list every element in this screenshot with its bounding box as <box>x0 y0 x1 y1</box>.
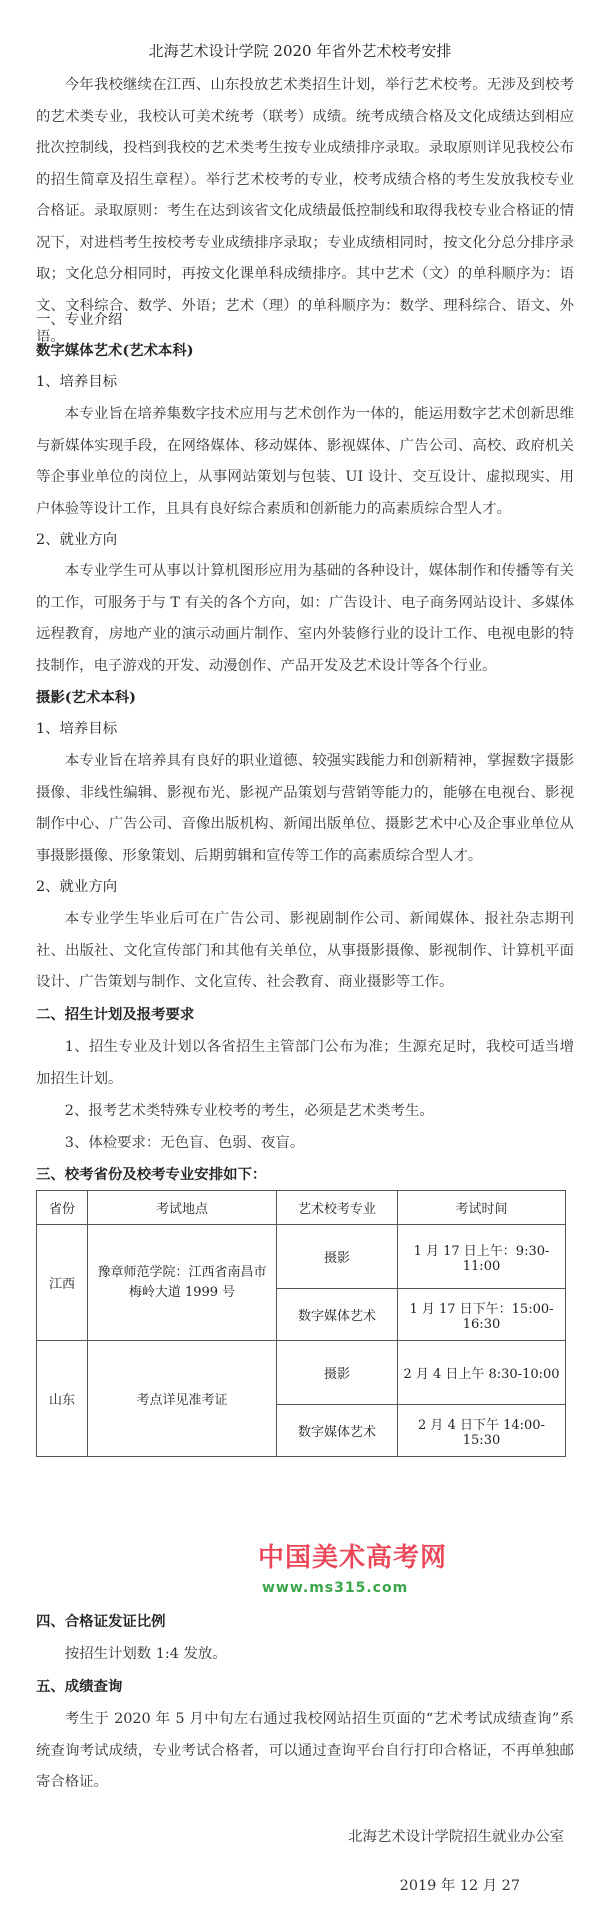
major1-career: 本专业学生可从事以计算机图形应用为基础的各种设计，媒体制作和传播等有关的工作，可服务于与 T 有关的各个方向，如：广告设计、电子商务网站设计、多媒体远程教育，房地产业的演示动画片制作、室内外装修行业的设计工作、电视电影的特技制作，电子游戏的开发、动漫创作、产品开发及艺术设计等各个行业。 <box>36 563 574 674</box>
cell-location: 考点详见准考证 <box>88 1341 277 1457</box>
section3-heading: 三、校考省份及校考专业安排如下： <box>36 1166 267 1183</box>
signature-office: 北海艺术设计学院招生就业办公室 <box>348 1829 564 1845</box>
section4-heading: 四、合格证发证比例 <box>36 1613 166 1630</box>
major1-name: 数字媒体艺术(艺术本科) <box>36 342 194 359</box>
cell-time: 2 月 4 日上午 8:30-10:00 <box>398 1341 566 1405</box>
header-time: 考试时间 <box>398 1191 566 1225</box>
cell-location: 豫章师范学院：江西省南昌市梅岭大道 1999 号 <box>88 1225 277 1341</box>
major1-goal-label: 1、培养目标 <box>36 374 118 390</box>
intro-paragraph: 今年我校继续在江西、山东投放艺术类招生计划，举行艺术校考。无涉及到校考的艺术类专业，我校认可美术统考（联考）成绩。统考成绩合格及文化成绩达到相应批次控制线，投档到我校的艺术类考生按专业成绩排序录取。录取原则详见我校公布的招生简章及招生章程）。举行艺术校考的专业，校考成绩合格的考生发放我校专业合格证。录取原则：考生在达到该省文化成绩最低控制线和取得我校专业合格证的情况下，对进档考生按校考专业成绩排序录取；专业成绩相同时，按文化分总分排序录取；文化总分相同时，再按文化课单科成绩排序。其中艺术（文）的单科顺序为：语文、文科综合、数学、外语；艺术（理）的单科顺序为：数学、理科综合、语文、外语。 <box>36 77 574 345</box>
section2-item2: 2、报考艺术类特殊专业校考的考生，必须是艺术类考生。 <box>64 1103 434 1119</box>
cell-major: 摄影 <box>277 1341 398 1405</box>
section2-item3: 3、体检要求：无色盲、色弱、夜盲。 <box>64 1135 305 1151</box>
watermark-url: www.ms315.com <box>262 1580 409 1596</box>
document-title: 北海艺术设计学院 2020 年省外艺术校考安排 <box>148 42 452 60</box>
major1-goal: 本专业旨在培养集数字技术应用与艺术创作为一体的，能运用数字艺术创新思维与新媒体实现手段，在网络媒体、移动媒体、影视媒体、广告公司、高校、政府机关等企事业单位的岗位上，从事网站策划与包装、UI 设计、交互设计、虚拟现实、用户体验等设计工作，且具有良好综合素质和创新能力的高素质综合型人才。 <box>36 406 574 517</box>
major1-career-label: 2、就业方向 <box>36 532 118 548</box>
section2-item1: 1、招生专业及计划以各省招生主管部门公布为准；生源充足时，我校可适当增加招生计划。 <box>36 1039 574 1087</box>
major2-goal: 本专业旨在培养具有良好的职业道德、较强实践能力和创新精神，掌握数字摄影摄像、非线性编辑、影视布光、影视产品策划与营销等能力的，能够在电视台、影视制作中心、广告公司、音像出版机构、新闻出版单位、摄影艺术中心及企事业单位从事摄影摄像、形象策划、后期剪辑和宣传等工作的高素质综合型人才。 <box>36 753 574 864</box>
major2-career-label: 2、就业方向 <box>36 879 118 895</box>
cell-major: 数字媒体艺术 <box>277 1405 398 1457</box>
table-row <box>37 1225 566 1289</box>
watermark-title: 中国美术高考网 <box>258 1543 448 1573</box>
section5-heading: 五、成绩查询 <box>36 1678 123 1695</box>
section2-heading: 二、招生计划及报考要求 <box>36 1006 195 1023</box>
cell-major: 数字媒体艺术 <box>277 1289 398 1341</box>
exam-schedule-table <box>36 1190 566 1457</box>
header-province: 省份 <box>37 1191 88 1225</box>
major2-name: 摄影(艺术本科) <box>36 689 136 706</box>
table-row <box>37 1341 566 1405</box>
section5-text: 考生于 2020 年 5 月中旬左右通过我校网站招生页面的“艺术考试成绩查询”系统查询考试成绩，专业考试合格者，可以通过查询平台自行打印合格证，不再单独邮寄合格证。 <box>36 1711 574 1790</box>
signature-date: 2019 年 12 月 27 <box>399 1878 520 1894</box>
cell-province: 山东 <box>37 1341 88 1457</box>
cell-time: 1 月 17 日上午：9:30-11:00 <box>398 1225 566 1289</box>
cell-major: 摄影 <box>277 1225 398 1289</box>
cell-province: 江西 <box>37 1225 88 1341</box>
header-location: 考试地点 <box>88 1191 277 1225</box>
cell-time: 1 月 17 日下午：15:00-16:30 <box>398 1289 566 1341</box>
major2-goal-label: 1、培养目标 <box>36 721 118 737</box>
section4-text: 按招生计划数 1:4 发放。 <box>64 1646 227 1662</box>
cell-time: 2 月 4 日下午 14:00-15:30 <box>398 1405 566 1457</box>
section1-heading: 一、专业介绍 <box>36 312 123 328</box>
major2-career: 本专业学生毕业后可在广告公司、影视剧制作公司、新闻媒体、报社杂志期刊社、出版社、文化宣传部门和其他有关单位，从事摄影摄像、影视制作、计算机平面设计、广告策划与制作、文化宣传、社会教育、商业摄影等工作。 <box>36 911 574 990</box>
header-major: 艺术校考专业 <box>277 1191 398 1225</box>
table-header-row <box>37 1191 566 1225</box>
